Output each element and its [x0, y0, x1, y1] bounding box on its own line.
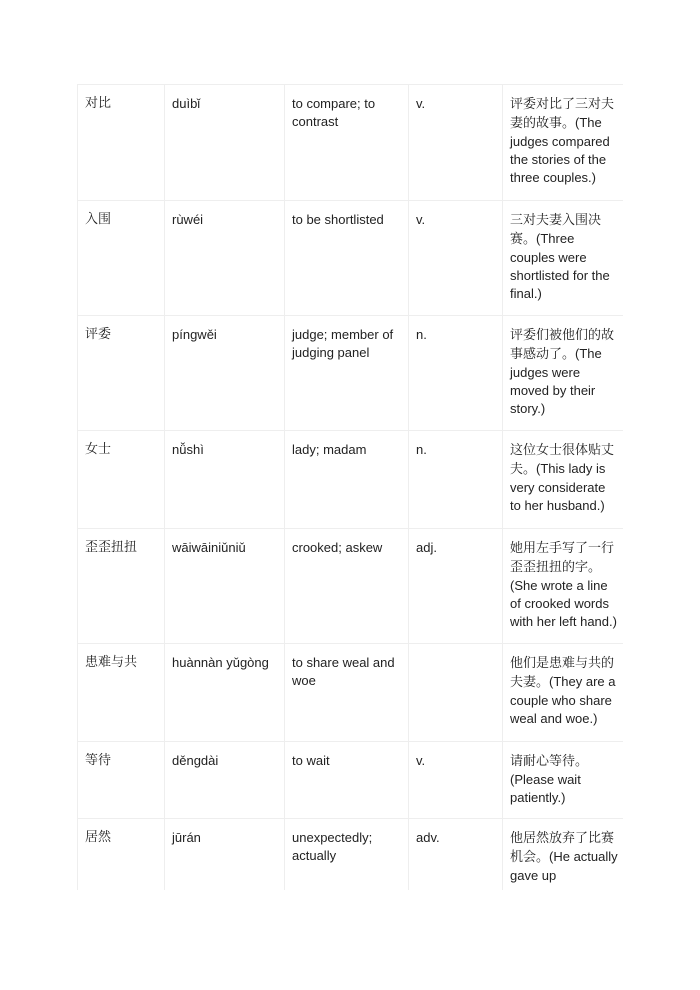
example-english: (The judges compared the stories of the three couples.) [510, 115, 610, 185]
table-row [78, 85, 624, 201]
pinyin: nǚshì [172, 442, 204, 457]
example-chinese: 他居然放弃了比赛机会。 [510, 831, 615, 865]
example-chinese: 他们是患难与共的夫妻。 [510, 656, 615, 690]
pinyin: duìbǐ [172, 96, 201, 111]
chinese-word: 评委 [85, 327, 112, 342]
pinyin-cell [165, 529, 285, 644]
example-cell [503, 742, 624, 819]
example-chinese: 这位女士很体贴丈夫。 [510, 443, 615, 477]
example-cell [503, 316, 624, 431]
pinyin: děngdài [172, 753, 219, 768]
word-cell [78, 85, 165, 201]
pinyin-cell [165, 431, 285, 529]
english-meaning: unexpectedly; actually [292, 830, 373, 863]
pinyin: huànnàn yǔgòng [172, 655, 269, 670]
example-english: (Three couples were shortlisted for the final.) [510, 231, 610, 301]
part-of-speech-cell [409, 819, 503, 891]
example-cell [503, 201, 624, 316]
vocabulary-table [77, 84, 623, 890]
part-of-speech-cell [409, 201, 503, 316]
part-of-speech: n. [416, 327, 427, 342]
example-chinese: 评委们被他们的故事感动了。 [510, 328, 615, 362]
chinese-word: 对比 [85, 96, 112, 111]
word-cell [78, 644, 165, 742]
english-meaning: to be shortlisted [292, 212, 384, 227]
table-row [78, 644, 624, 742]
example-english: (He actually gave up [510, 849, 618, 883]
example-cell [503, 529, 624, 644]
part-of-speech-cell [409, 529, 503, 644]
example-english: (The judges were moved by their story.) [510, 346, 602, 416]
example-chinese: 她用左手写了一行歪歪扭扭的字。 [510, 541, 615, 575]
chinese-word: 女士 [85, 442, 112, 457]
meaning-cell [285, 644, 409, 742]
part-of-speech: n. [416, 442, 427, 457]
pinyin-cell [165, 644, 285, 742]
word-cell [78, 819, 165, 891]
example-english: (She wrote a line of crooked words with her left hand.) [510, 578, 617, 629]
meaning-cell [285, 85, 409, 201]
pinyin: píngwěi [172, 327, 217, 342]
meaning-cell [285, 742, 409, 819]
example-cell [503, 819, 624, 891]
meaning-cell [285, 316, 409, 431]
chinese-word: 患难与共 [85, 655, 138, 670]
english-meaning: judge; member of judging panel [292, 327, 394, 360]
chinese-word: 居然 [85, 830, 112, 845]
part-of-speech-cell [409, 431, 503, 529]
part-of-speech: v. [416, 212, 426, 227]
pinyin-cell [165, 201, 285, 316]
example-cell [503, 85, 624, 201]
word-cell [78, 431, 165, 529]
pinyin: rùwéi [172, 212, 204, 227]
example-cell [503, 644, 624, 742]
english-meaning: crooked; askew [292, 540, 383, 555]
table-row [78, 529, 624, 644]
meaning-cell [285, 529, 409, 644]
word-cell [78, 316, 165, 431]
english-meaning: to compare; to contrast [292, 96, 376, 129]
part-of-speech-cell [409, 644, 503, 742]
example-cell [503, 431, 624, 529]
example-chinese: 请耐心等待。 [510, 754, 589, 769]
part-of-speech: adv. [416, 830, 440, 845]
meaning-cell [285, 201, 409, 316]
pinyin: jūrán [172, 830, 201, 845]
english-meaning: to share weal and woe [292, 655, 395, 688]
word-cell [78, 201, 165, 316]
part-of-speech: v. [416, 753, 426, 768]
table-row [78, 201, 624, 316]
english-meaning: to wait [292, 753, 330, 768]
table-row [78, 431, 624, 529]
word-cell [78, 529, 165, 644]
example-chinese: 三对夫妻入围决赛。 [510, 213, 602, 247]
meaning-cell [285, 819, 409, 891]
part-of-speech-cell [409, 742, 503, 819]
chinese-word: 歪歪扭扭 [85, 540, 138, 555]
example-english: (They are a couple who share weal and woe.) [510, 674, 616, 726]
part-of-speech: v. [416, 96, 426, 111]
table-row [78, 742, 624, 819]
example-english: (Please wait patiently.) [510, 772, 581, 805]
pinyin-cell [165, 819, 285, 891]
chinese-word: 入围 [85, 212, 112, 227]
part-of-speech: adj. [416, 540, 437, 555]
part-of-speech-cell [409, 85, 503, 201]
example-chinese: 评委对比了三对夫妻的故事。 [510, 97, 615, 131]
table-row [78, 316, 624, 431]
pinyin-cell [165, 742, 285, 819]
pinyin-cell [165, 85, 285, 201]
meaning-cell [285, 431, 409, 529]
chinese-word: 等待 [85, 753, 112, 768]
table-row [78, 819, 624, 891]
word-cell [78, 742, 165, 819]
example-english: (This lady is very considerate to her husband.) [510, 461, 606, 513]
pinyin-cell [165, 316, 285, 431]
part-of-speech-cell [409, 316, 503, 431]
pinyin: wāiwāiniǔniǔ [172, 540, 246, 555]
english-meaning: lady; madam [292, 442, 367, 457]
document-page [77, 84, 623, 890]
